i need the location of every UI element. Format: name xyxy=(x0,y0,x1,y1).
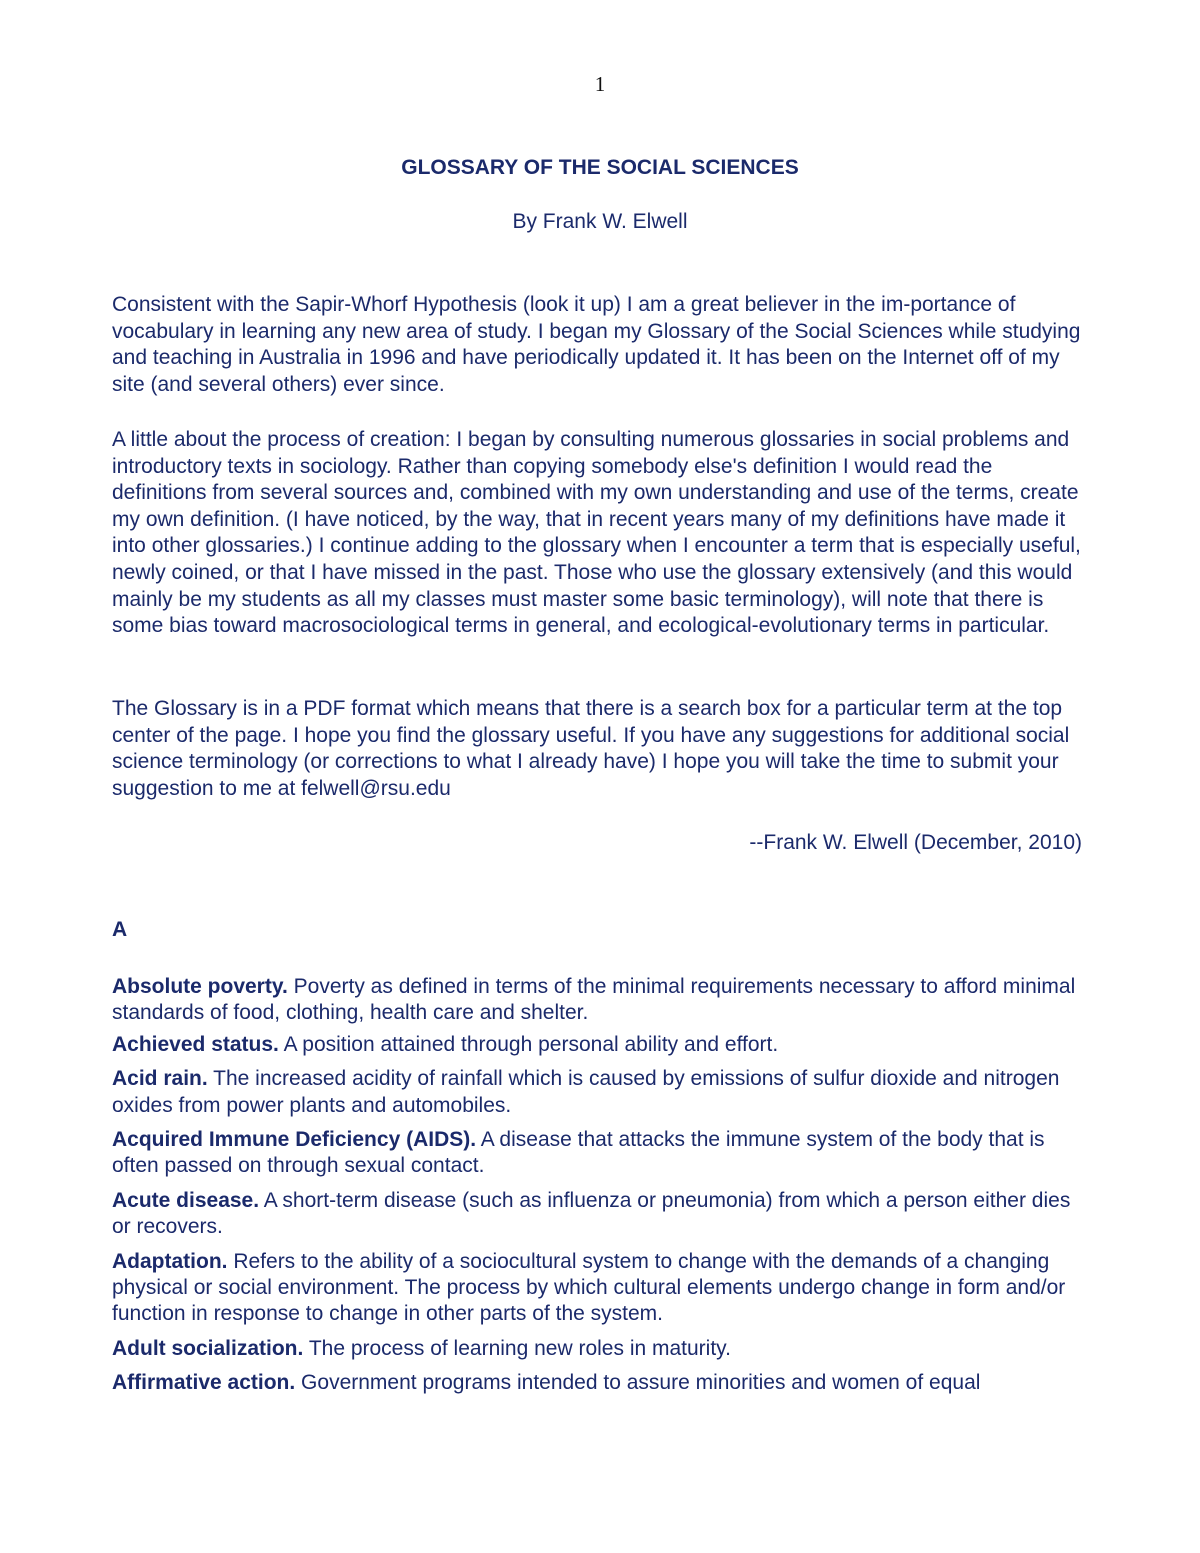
document-title: GLOSSARY OF THE SOCIAL SCIENCES xyxy=(401,156,799,179)
glossary-definition: A short-term disease (such as influenza or pneumonia) from which a person either dies or recovers. xyxy=(112,1188,1071,1239)
glossary-entry xyxy=(112,1032,1092,1058)
glossary-entry xyxy=(112,1370,1092,1396)
glossary-term: Acquired Immune Deficiency (AIDS). xyxy=(112,1128,477,1152)
glossary-definition: A position attained through personal ability and effort. xyxy=(278,1032,779,1056)
glossary-entry xyxy=(112,1127,1092,1180)
glossary-term: Absolute poverty. xyxy=(112,975,288,998)
glossary-definition: Poverty as defined in terms of the minimal requirements necessary to afford minimal standards of food, clothing, health care and shelter. xyxy=(112,975,1076,1025)
glossary-term: Affirmative action. xyxy=(112,1371,296,1395)
glossary-entry xyxy=(112,1249,1092,1328)
glossary-entry xyxy=(112,974,1092,1027)
glossary-entry xyxy=(112,1188,1092,1241)
glossary-definition: Government programs intended to assure minorities and women of equal xyxy=(295,1371,981,1395)
intro-paragraph-2: A little about the process of creation: I began by consulting numerous glossaries in social problems and introductory texts in sociology. Rather than copying somebody else's definition I would read the definitions from several sources and, combined with my own understanding and use of the terms, create my own definition. (I have noticed, by the way, that in recent years many of my definitions have made it into other glossaries.) I continue adding to the glossary when I encounter a term that is especially useful, newly coined, or that I have missed in the past. Those who use the glossary extensively (and this would mainly be my students as all my classes must master some basic terminology), will note that there is some bias toward macrosociological terms in general, and ecological-evolutionary terms in particular. xyxy=(112,428,1081,638)
glossary-term: Acute disease. xyxy=(112,1188,260,1212)
intro-paragraph-1: Consistent with the Sapir-Whorf Hypothesis (look it up) I am a great believer in the im-portance of vocabulary in learning any new area of study. I began my Glossary of the Social Sciences while studying and teaching in Australia in 1996 and have periodically updated it. It has been on the Internet off of my site (and several others) ever since. xyxy=(112,293,1081,396)
glossary-term: Adaptation. xyxy=(112,1249,228,1273)
glossary-entry xyxy=(112,1066,1092,1119)
glossary-term: Achieved status. xyxy=(112,1032,279,1056)
glossary-definition: The increased acidity of rainfall which is caused by emissions of sulfur dioxide and nitrogen oxides from power plants and automobiles. xyxy=(112,1067,1060,1117)
glossary-definition: Refers to the ability of a sociocultural system to change with the demands of a changing physical or social environment. The process by which cultural elements undergo change in form and/or function in response to change in other parts of the system. xyxy=(112,1249,1066,1326)
glossary-entries xyxy=(112,974,1092,1405)
intro-paragraph-3: The Glossary is in a PDF format which means that there is a search box for a particular term at the top center of the page. I hope you find the glossary useful. If you have any suggestions for additional social science terminology (or corrections to what I already have) I hope you will take the time to submit your suggestion to me at felwell@rsu.edu xyxy=(112,697,1070,800)
author-byline: By Frank W. Elwell xyxy=(512,210,688,233)
glossary-entry xyxy=(112,1336,1092,1362)
glossary-definition: The process of learning new roles in maturity. xyxy=(303,1336,731,1360)
glossary-term: Acid rain. xyxy=(112,1067,208,1091)
page-number: 1 xyxy=(594,72,606,96)
author-signature: --Frank W. Elwell (December, 2010) xyxy=(749,831,1082,854)
glossary-definition: A disease that attacks the immune system of the body that is often passed on through sexual contact. xyxy=(112,1128,1045,1178)
glossary-term: Adult socialization. xyxy=(112,1336,304,1360)
section-letter-heading: A xyxy=(112,918,128,941)
